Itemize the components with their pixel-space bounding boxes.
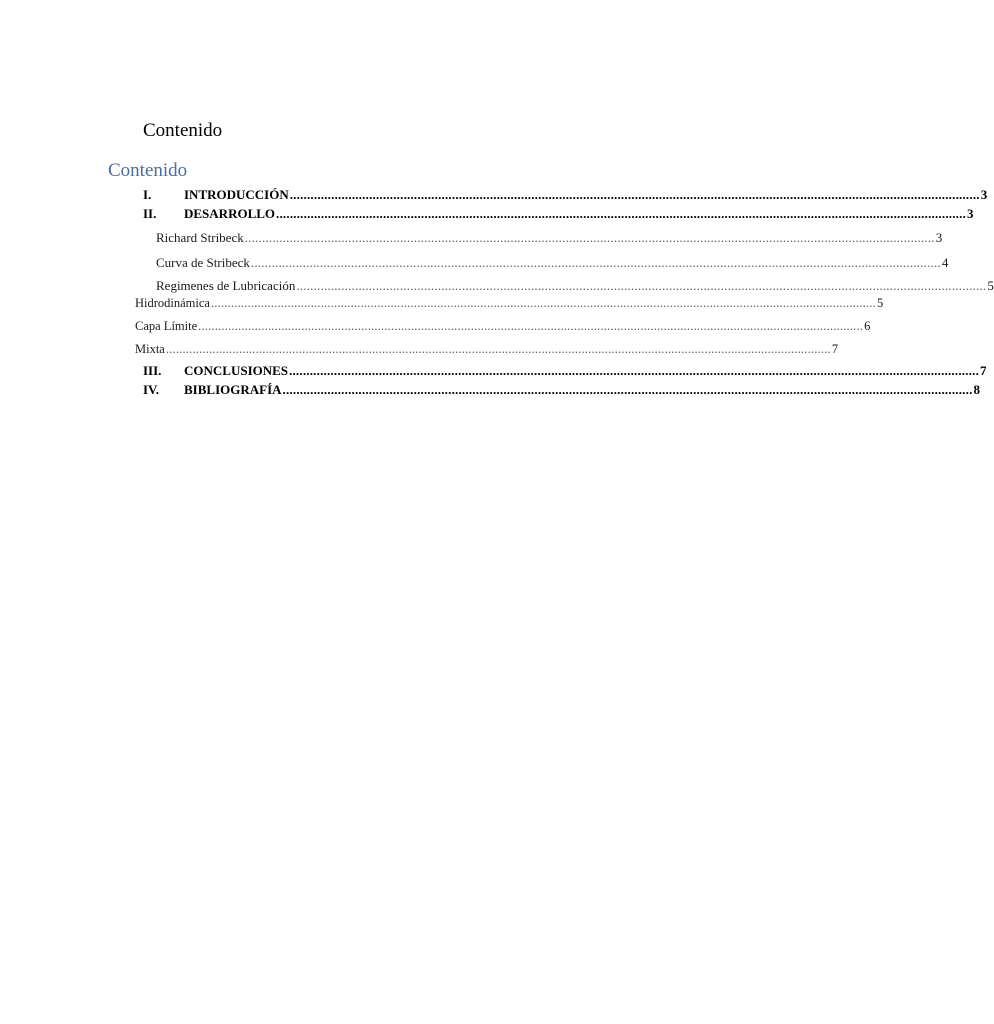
toc-entry-title: Mixta bbox=[135, 342, 165, 356]
toc-entry-number: I. bbox=[143, 187, 152, 202]
toc-entry-number: IV. bbox=[143, 382, 160, 397]
toc-entry-number: II. bbox=[143, 206, 157, 221]
page-title: Contenido bbox=[143, 120, 223, 141]
toc-entry-page: 8 bbox=[973, 382, 981, 397]
dot-leader: ........................................................................................................................................................................................................ bbox=[244, 230, 935, 245]
dot-leader: ........................................................................................................................................................................................................ bbox=[198, 319, 864, 333]
toc-entry-page: 3 bbox=[935, 230, 943, 245]
toc-entry-title: INTRODUCCIÓN bbox=[184, 187, 289, 202]
toc-entry-title: Regimenes de Lubricación bbox=[156, 278, 296, 293]
toc-entry-title: BIBLIOGRAFÍA bbox=[184, 382, 282, 397]
toc-entry-bibliografia[interactable] bbox=[143, 382, 981, 398]
toc-entry-conclusiones[interactable] bbox=[143, 363, 987, 379]
toc-entry-curva-de-stribeck[interactable] bbox=[156, 255, 949, 271]
toc-entry-title: CONCLUSIONES bbox=[184, 363, 289, 378]
toc-entry-capa-limite[interactable] bbox=[135, 318, 871, 334]
toc-entry-page: 5 bbox=[876, 296, 884, 310]
toc-entry-title: DESARROLLO bbox=[184, 206, 276, 221]
toc-entry-page: 7 bbox=[980, 363, 987, 378]
toc-entry-richard-stribeck[interactable] bbox=[156, 230, 943, 246]
dot-leader: ........................................................................................................................................................................................................ bbox=[289, 187, 980, 202]
toc-entry-number: III. bbox=[143, 363, 162, 378]
toc-entry-title: Capa Límite bbox=[135, 319, 198, 333]
toc-entry-regimenes-de-lubricacion[interactable] bbox=[156, 278, 994, 294]
dot-leader: ........................................................................................................................................................................................................ bbox=[250, 255, 941, 270]
toc-entry-page: 5 bbox=[987, 278, 994, 293]
dot-leader: ........................................................................................................................................................................................................ bbox=[282, 382, 973, 397]
toc-entry-introduccion[interactable] bbox=[143, 187, 988, 203]
toc-entry-title: Richard Stribeck bbox=[156, 230, 244, 245]
toc-heading: Contenido bbox=[108, 160, 188, 181]
dot-leader: ........................................................................................................................................................................................................ bbox=[210, 296, 876, 310]
toc-entry-mixta[interactable] bbox=[135, 341, 839, 357]
dot-leader: ........................................................................................................................................................................................................ bbox=[296, 278, 987, 293]
toc-entry-page: 7 bbox=[831, 342, 839, 356]
toc-entry-desarrollo[interactable] bbox=[143, 206, 974, 222]
dot-leader: ........................................................................................................................................................................................................ bbox=[165, 342, 831, 356]
toc-entry-title: Curva de Stribeck bbox=[156, 255, 250, 270]
toc-entry-page: 3 bbox=[967, 206, 974, 221]
toc-entry-page: 3 bbox=[980, 187, 988, 202]
toc-entry-page: 4 bbox=[941, 255, 949, 270]
toc-entry-page: 6 bbox=[864, 319, 871, 333]
dot-leader: ........................................................................................................................................................................................................ bbox=[276, 206, 967, 221]
toc-entry-hidrodinamica[interactable] bbox=[135, 295, 884, 311]
dot-leader: ........................................................................................................................................................................................................ bbox=[289, 363, 980, 378]
toc-entry-title: Hidrodinámica bbox=[135, 296, 210, 310]
